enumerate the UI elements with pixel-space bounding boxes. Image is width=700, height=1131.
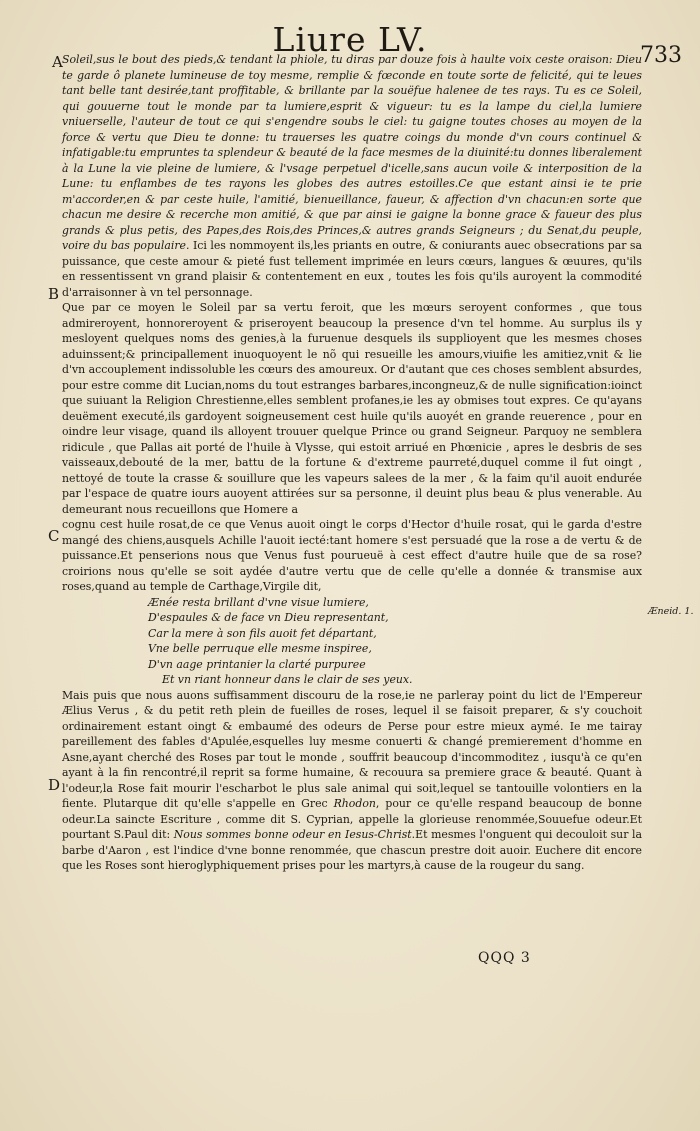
paragraph-d <box>62 688 642 874</box>
paragraph-a <box>62 52 642 300</box>
paragraph-c: cognu cest huile rosat,de ce que Venus auoit oingt le corps d'Hector d'huile rosat, qui le garda d'estre mangé des chiens,ausquels Achille l'auoit iecté:tant homere s'est persuadé que la rose a de vertu & de puissance.Et penserions nous que Venus fust pourueuë à cest effect d'autre huile que de sa rose? croirions nous qu'elle se soit aydée d'autre vertu que de celle qu'elle a donnée & transmise aux roses,quand au temple de Carthage,Virgile dit, <box>62 518 642 593</box>
greek-word: Rhodon <box>333 797 376 810</box>
verse-line: Et vn riant honneur dans le clair de ses yeux. <box>162 673 413 686</box>
invocation-text: Soleil,sus le bout des pieds,& tendant la phiole, tu diras par douze fois à haulte voix ceste oraison: Dieu te garde ô planete lumineuse de toy mesme, remplie & fœconde en toute sorte de felicité, qui te leues tant belle tant desirée,tant proffitable, & brillante par la souëfue halenee de tes rays. Tu es ce Soleil, qui gouuerne tout le monde par ta lumiere,esprit & vigueur: tu es la lampe du ciel,la lumiere vniuerselle, l'auteur de tout ce qui s'engendre soubs le ciel: tu gaigne toutes choses au moyen de la force & vertu que Dieu te donne: tu trauerses les quatre coings du monde d'vn cours continuel & infatigable:tu empruntes ta splendeur & beauté de la face mesmes de la diuinité:tu donnes liberalement à la Lune la vie pleine de lumiere, & l'vsage perpetuel d'icelle,sans aucun voile & interposition de la Lune: tu enflambes de tes rayons les globes des autres estoilles.Ce que estant ainsi ie te prie m'accorder,en & par ceste huile, l'amitié, bienueillance, faueur, & affection d'vn chacun:en sorte que chacun me desire & recerche mon amitié, & que par ainsi ie gaigne la bonne grace & faueur des plus grands & plus petis, des Papes,des Rois,des Princes,& autres grands Seigneurs ; du Senat,du peuple, voire du bas populaire. <box>62 53 642 252</box>
section-marker-a: A <box>52 53 63 71</box>
section-marker-b: B <box>48 285 60 303</box>
verse-line: Ænée resta brillant d'vne visue lumiere, <box>148 595 369 609</box>
verse-line: Vne belle perruque elle mesme inspiree, <box>148 642 372 655</box>
section-marker-c: C <box>48 527 60 545</box>
section-marker-d: D <box>48 776 61 794</box>
scripture-quote: Nous sommes bonne odeur en Iesus-Christ <box>173 828 412 841</box>
paragraph-d-text: Mais puis que nous auons suffisamment discouru de la rose,ie ne parleray point du lict de l'Empereur Ælius Verus , & du petit reth plein de fueilles de roses, lequel il se faisoit preparer, & s'y couchoit ordinairement estant oingt & embaumé des odeurs de Perse pour estre mieux aymé. Ie me tairay pareillement des fables d'Apulée,esquelles luy mesme conuerti & changé premierement d'homme en Asne,ayant cherché des Roses par tout le monde , souffrit beaucoup d'incommoditez , iusqu'à ce qu'en ayant à la fin rencontré,il reprit sa forme humaine, & recouura sa premiere grace & beauté. Quant à l'odeur,la Rose fait mourir l'escharbot le plus sale animal qui soit,lequel se tantouille volontiers en la fiente. Plutarque dit qu'elle s'appelle en Grec <box>62 688 642 810</box>
paragraph-b: Que par ce moyen le Soleil par sa vertu feroit, que les mœurs seroyent conformes , que tous admireroyent, honnoreroyent & priseroyent beaucoup la presence d'vn tel homme. Au surplus ils y mesloyent quelques noms des genies,à la furuenue desquels ils supplioyent que les mesmes choses aduinssent;& principallement inuoquoyent le nõ qui resueille les amours,viuifie les amitiez,vnit & lie d'vn accouplement indissoluble les cœurs des amoureux. Or d'autant que ces choses semblent absurdes, pour estre comme dit Lucian,noms du tout estranges barbares,incongneuz,& de nulle signification:ioinct que suiuant la Religion Chrestienne,elles semblent profanes,ie les ay obmises tout expres. Ce qu'ayans deuëment executé,ils gardoyent soigneusement cest huile qu'ils auoyét en grande reuerence , pour en oindre leur visage, quand ils alloyent trouuer quelque Prince ou grand Seigneur. Parquoy ne semblera ridicule , que Pallas ait porté de l'huile à Vlysse, qui estoit arriué en Phœnicie , apres le desbris de ses vaisseaux,debouté de la mer, battu de la fortune & d'extreme paurreté,duquel comme il fut oingt , nettoyé de toute la crasse & souillure que les vapeurs salees de la mer , & la faim qu'il auoit endurée par l'espace de quatre iours auoyent attirées sur sa personne, il deuint plus beau & plus venerable. Au demeurant nous recueillons que Homere a <box>62 301 642 516</box>
verse-quotation <box>62 595 642 688</box>
paragraph-a-continuation: Ici les nommoyent ils,les priants en outre, & coniurants auec obsecrations par sa puissance, que ceste amour & pieté fust tellement imprimée en leurs cœurs, langues & œuures, qu'ils en ressentissent vn grand plaisir & contentement en eux , toutes les fois qu'ils auroyent la commodité d'arraisonner à vn tel personnage. <box>62 239 642 299</box>
margin-note: Æneid. 1. <box>648 606 694 617</box>
running-title: Liure LV. <box>272 20 428 59</box>
page-number: 733 <box>640 43 682 68</box>
verse-line: Car la mere à son fils auoit fet départant, <box>148 626 377 640</box>
verse-line: D'espaules & de face vn Dieu representant, <box>148 611 389 624</box>
paragraph-d-text-3: .Et mesmes l'onguent qui decouloit sur la barbe d'Aaron , est l'indice d'vne bonne renommée, que chascun prestre doit auoir. Euchere dit encore que les Roses sont hieroglyphiquement prises pour les martyrs,à cause de la rougeur du sang. <box>62 828 643 872</box>
verse-line: D'vn aage printanier la clarté purpuree <box>148 657 366 671</box>
body-text <box>62 52 642 874</box>
paragraph-d-text-2: , pour ce qu'elle respand beaucoup de bonne odeur.La saincte Escriture , comme dit S. Cyprian, appelle la glorieuse renommée,Souuefue odeur.Et pourtant S.Paul dit: <box>62 797 642 841</box>
signature-mark: QQQ 3 <box>478 950 531 966</box>
